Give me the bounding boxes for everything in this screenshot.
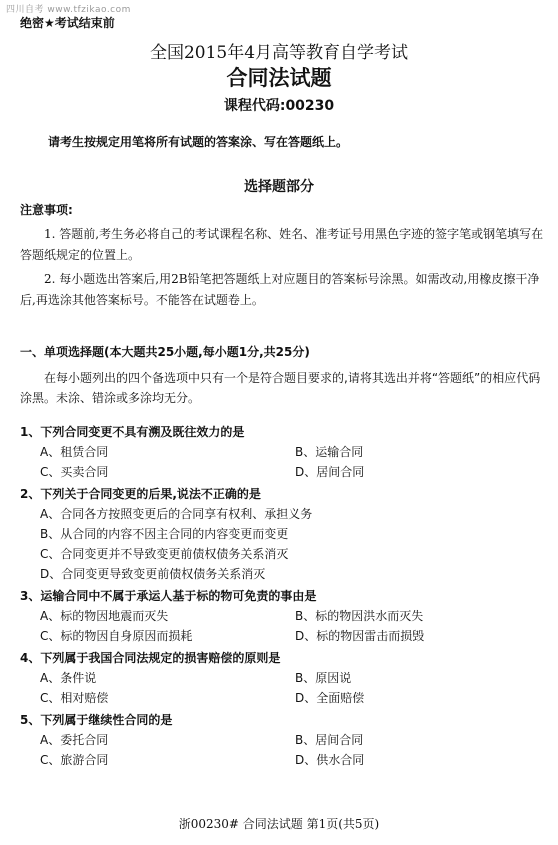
course-code: 课程代码:00230: [223, 98, 335, 114]
watermark: 四川自考 www.tfzikao.com: [6, 5, 131, 15]
option-c: C、标的物因自身原因而损耗: [40, 629, 193, 643]
option-d: D、标的物因雷击而损毁: [295, 629, 425, 643]
option-b: B、标的物因洪水而灭失: [295, 609, 424, 623]
option-c: C、合同变更并不导致变更前债权债务关系消灭: [40, 547, 289, 561]
option-b: B、居间合同: [295, 733, 364, 747]
option-d: D、合同变更导致变更前债权债务关系消灭: [40, 567, 266, 581]
section-title: 选择题部分: [244, 179, 314, 195]
part-block: [20, 342, 550, 408]
option-list: [20, 606, 550, 646]
page-footer: 浙00230# 合同法试题 第1页(共5页): [178, 817, 380, 831]
option-b: B、运输合同: [295, 445, 364, 459]
part-heading: 一、单项选择题(本大题共25小题,每小题1分,共25分): [20, 345, 310, 359]
question-stem: 5、下列属于继续性合同的是: [20, 713, 173, 727]
option-d: D、全面赔偿: [295, 691, 365, 705]
option-a: A、条件说: [40, 671, 97, 685]
question-stem: 1、下列合同变更不具有溯及既往效力的是: [20, 425, 245, 439]
option-a: A、租赁合同: [40, 445, 109, 459]
notes-heading: 注意事项:: [20, 203, 73, 217]
subject-title: 合同法试题: [226, 66, 332, 90]
option-b: B、原因说: [295, 671, 352, 685]
option-b: B、从合同的内容不因主合同的内容变更而变更: [40, 527, 289, 541]
question-4: [20, 648, 550, 708]
option-d: D、供水合同: [295, 753, 365, 767]
option-a: A、委托合同: [40, 733, 109, 747]
option-list: [20, 504, 550, 584]
question-2: [20, 484, 550, 584]
question-stem: 2、下列关于合同变更的后果,说法不正确的是: [20, 487, 261, 501]
question-3: [20, 586, 550, 646]
option-a: A、合同各方按照变更后的合同享有权利、承担义务: [40, 507, 313, 521]
option-c: C、相对赔偿: [40, 691, 109, 705]
question-stem: 4、下列属于我国合同法规定的损害赔偿的原则是: [20, 651, 281, 665]
option-a: A、标的物因地震而灭失: [40, 609, 169, 623]
note-item-1: 1. 答题前,考生务必将自己的考试课程名称、姓名、准考证号用黑色字迹的签字笔或钢笔填写在答题纸规定的位置上。: [20, 227, 544, 262]
option-c: C、旅游合同: [40, 753, 109, 767]
option-list: [20, 730, 550, 770]
option-list: [20, 668, 550, 708]
note-item-2: 2. 每小题选出答案后,用2B铅笔把答题纸上对应题目的答案标号涂黑。如需改动,用橡皮擦干净后,再选涂其他答案标号。不能答在试题卷上。: [20, 272, 540, 307]
part-description: 在每小题列出的四个备选项中只有一个是符合题目要求的,请将其选出并将“答题纸”的相应代码涂黑。未涂、错涂或多涂均无分。: [20, 371, 541, 405]
option-d: D、居间合同: [295, 465, 365, 479]
option-list: [20, 442, 550, 482]
question-list: [20, 422, 550, 772]
option-c: C、买卖合同: [40, 465, 109, 479]
question-stem: 3、运输合同中不属于承运人基于标的物可免责的事由是: [20, 589, 317, 603]
exam-title: 全国2015年4月高等教育自学考试: [149, 43, 409, 63]
notes-block: [20, 201, 545, 314]
confidential-label: 绝密★考试结束前: [20, 16, 115, 30]
instruction-text: 请考生按规定用笔将所有试题的答案涂、写在答题纸上。: [48, 135, 349, 149]
question-1: [20, 422, 550, 482]
question-5: [20, 710, 550, 770]
